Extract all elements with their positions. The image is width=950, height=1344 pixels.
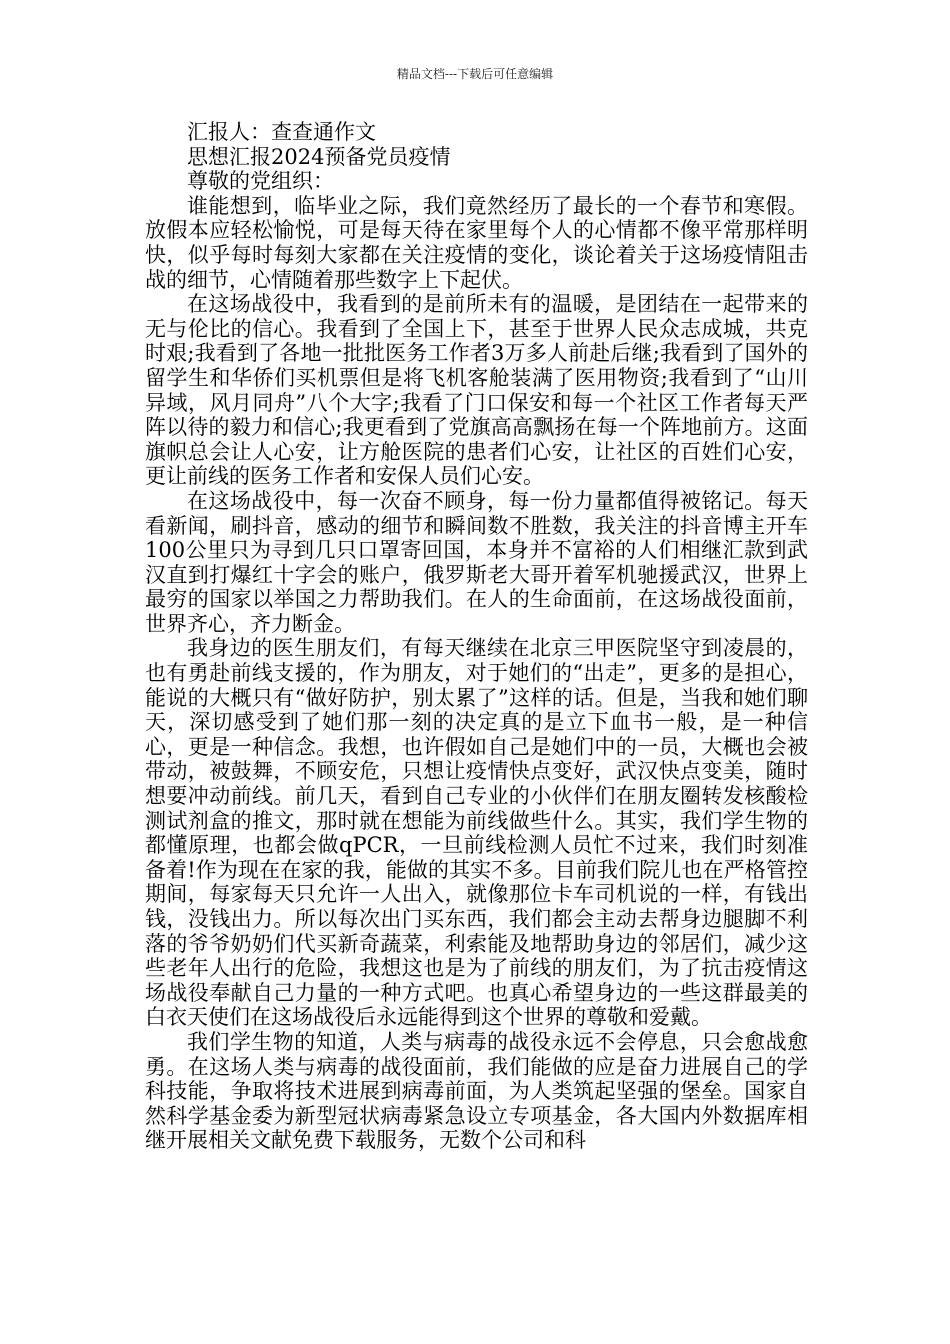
paragraph-5: 我们学生物的知道，人类与病毒的战役永远不会停息，只会愈战愈勇。在这场人类与病毒的战役面前，我们能做的应是奋力进展自己的学科技能，争取将技术进展到病毒前面，为人类筑起坚强的堡垒。国家自然科学基金委为新型冠状病毒紧急设立专项基金，各大国内外数据库相继开展相关文献免费下载服务，无数个公司和科 [145,1029,808,1153]
paragraph-2: 在这场战役中，我看到的是前所未有的温暖，是团结在一起带来的无与伦比的信心。我看到了全国上下，甚至于世界人民众志成城，共克时艰;我看到了各地一批批医务工作者3万多人前赴后继;我看到了国外的留学生和华侨们买机票但是将飞机客舱装满了医用物资;我看到了“山川异域，风月同舟”八个大字;我看了门口保安和每一个社区工作者每天严阵以待的毅力和信心;我更看到了党旗高高飘扬在每一个阵地前方。这面旗帜总会让人心安，让方舱医院的患者们心安，让社区的百姓们心安，更让前线的医务工作者和安保人员们心安。 [145,292,808,489]
page-header: 精品文档---下载后可任意编辑 [396,67,554,81]
reporter-line: 汇报人：查查通作文 [187,120,376,144]
salutation: 尊敬的党组织： [187,169,334,194]
paragraph-4: 我身边的医生朋友们，有每天继续在北京三甲医院坚守到凌晨的，也有勇赴前线支援的，作为朋友，对于她们的“出走”，更多的是担心，能说的大概只有“做好防护，别太累了”这样的话。但是，当我和她们聊天，深切感受到了她们那一刻的决定真的是立下血书一般，是一种信心，更是一种信念。我想，也许假如自己是她们中的一员，大概也会被带动，被鼓舞，不顾安危，只想让疫情快点变好，武汉快点变美，随时想要冲动前线。前几天，看到自己专业的小伙伴们在朋友圈转发核酸检测试剂盒的推文，那时就在想能为前线做些什么。其实，我们学生物的都懂原理，也都会做qPCR，一旦前线检测人员忙不过来，我们时刻准备着!作为现在在家的我，能做的其实不多。目前我们院儿也在严格管控期间，每家每天只允许一人出入，就像那位卡车司机说的一样，有钱出钱，没钱出力。所以每次出门买东西，我们都会主动去帮身边腿脚不利落的爷爷奶奶们代买新奇蔬菜，利索能及地帮助身边的邻居们，减少这些老年人出行的危险，我想这也是为了前线的朋友们，为了抗击疫情这场战役奉献自己力量的一种方式吧。也真心希望身边的一些这群最美的白衣天使们在这场战役后永远能得到这个世界的尊敬和爱戴。 [145,636,808,1030]
document-body [145,120,808,1153]
document-title: 思想汇报2024预备党员疫情 [187,144,451,169]
paragraph-3: 在这场战役中，每一次奋不顾身，每一份力量都值得被铭记。每天看新闻，刷抖音，感动的细节和瞬间数不胜数，我关注的抖音博主开车100公里只为寻到几只口罩寄回国，本身并不富裕的人们相继汇款到武汉直到打爆红十字会的账户，俄罗斯老大哥开着军机驰援武汉，世界上最穷的国家以举国之力帮助我们。在人的生命面前，在这场战役面前，世界齐心，齐力断金。 [145,488,808,636]
paragraph-1: 谁能想到，临毕业之际，我们竟然经历了最长的一个春节和寒假。放假本应轻松愉悦，可是每天待在家里每个人的心情都不像平常那样明快，似乎每时每刻大家都在关注疫情的变化，谈论着关于这场疫情阻击战的细节，心情随着那些数字上下起伏。 [145,193,808,292]
